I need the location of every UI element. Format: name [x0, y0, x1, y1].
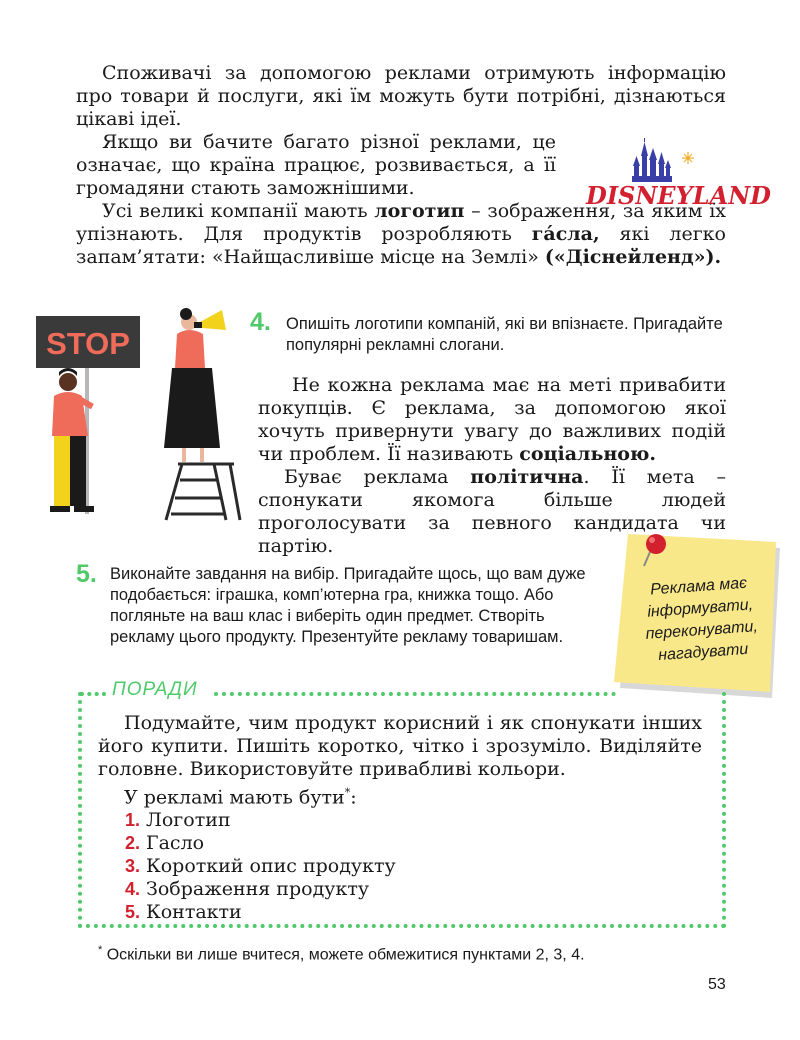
tips-body — [98, 712, 702, 924]
tips-list — [98, 809, 702, 924]
intro-paragraph-1: Споживачі за допомогою реклами отримують інформацію про товари й послуги, які їм можуть бути потрібні, дізнаються цікаві ідеї. — [76, 62, 726, 130]
task-5-text: Виконайте завдання на вибір. Пригадайте щось, що вам дуже подобається: іграшка, комп’ютерна гра, книжка тощо. Або погляньте на ваш клас і виберіть один предмет. Створіть рекламу цього продукту. Презентуйте рекламу товаришам. — [110, 565, 586, 646]
disneyland-logo-text: DISNEYLAND — [586, 181, 771, 210]
list-item: 5. Контакти — [125, 901, 242, 924]
footnote: * Оскільки ви лише вчитеся, можете обмежитися пунктами 2, 3, 4. — [98, 944, 585, 964]
list-item: 4. Зображення продукту — [125, 878, 370, 901]
push-pin-icon — [640, 530, 670, 570]
term-social: соціальною. — [519, 443, 657, 465]
people-with-stop-sign-icon — [34, 304, 248, 526]
task-4-number: 4. — [250, 308, 271, 336]
tips-title: ПОРАДИ — [112, 679, 198, 700]
term-political: політична — [470, 466, 584, 488]
disneyland-example: («Діснейленд»). — [544, 246, 722, 268]
tips-border-top-left — [80, 692, 106, 696]
intro-paragraph-3: Усі великі компанії мають логотип – зображення, за яким їх упізнають. Для продуктів розробляють гáсла, які легко запам’ятати: «Найщасливіше місце на Землі» («Діснейленд»). — [76, 200, 727, 268]
term-slogans: гáсла, — [531, 223, 600, 245]
term-logo: логотип — [374, 200, 465, 222]
list-item: 3. Короткий опис продукту — [125, 855, 396, 878]
task-5-number: 5. — [76, 560, 97, 588]
stop-sign-text: STOP — [46, 326, 130, 361]
list-item: 2. Гасло — [125, 832, 205, 855]
disneyland-logo-icon — [584, 138, 771, 218]
tips-list-intro: У рекламі мають бути*: — [124, 786, 357, 809]
sticky-note-text: Реклама має інформувати, переконувати, нагадувати — [645, 574, 759, 665]
page-number: 53 — [708, 976, 726, 993]
intro-paragraph-2: Якщо ви бачите багато різної реклами, це означає, що країна працює, розвивається, а її громадяни стають заможнішими. — [76, 131, 556, 199]
task-4-text: Опишіть логотипи компаній, які ви впізнаєте. Пригадайте популярні рекламні слогани. — [286, 315, 723, 354]
tips-border-top-right — [214, 692, 616, 696]
tips-paragraph: Подумайте, чим продукт корисний і як спонукати інших його купити. Пишіть коротко, чітко і зрозуміло. Виділяйте головне. Використовуйте привабливі кольори. — [98, 712, 702, 780]
list-item: 1. Логотип — [125, 809, 231, 832]
social-paragraph-1: Не кожна реклама має на меті привабити покупців. Є реклама, за допомогою якої хочуть привернути увагу до важливих подій чи проблем. Її називають соціальною. — [258, 374, 726, 465]
social-paragraph-2: Буває реклама політична. Її мета – спонукати якомога більше людей проголосувати за певного кандидата чи партію. — [258, 466, 727, 557]
